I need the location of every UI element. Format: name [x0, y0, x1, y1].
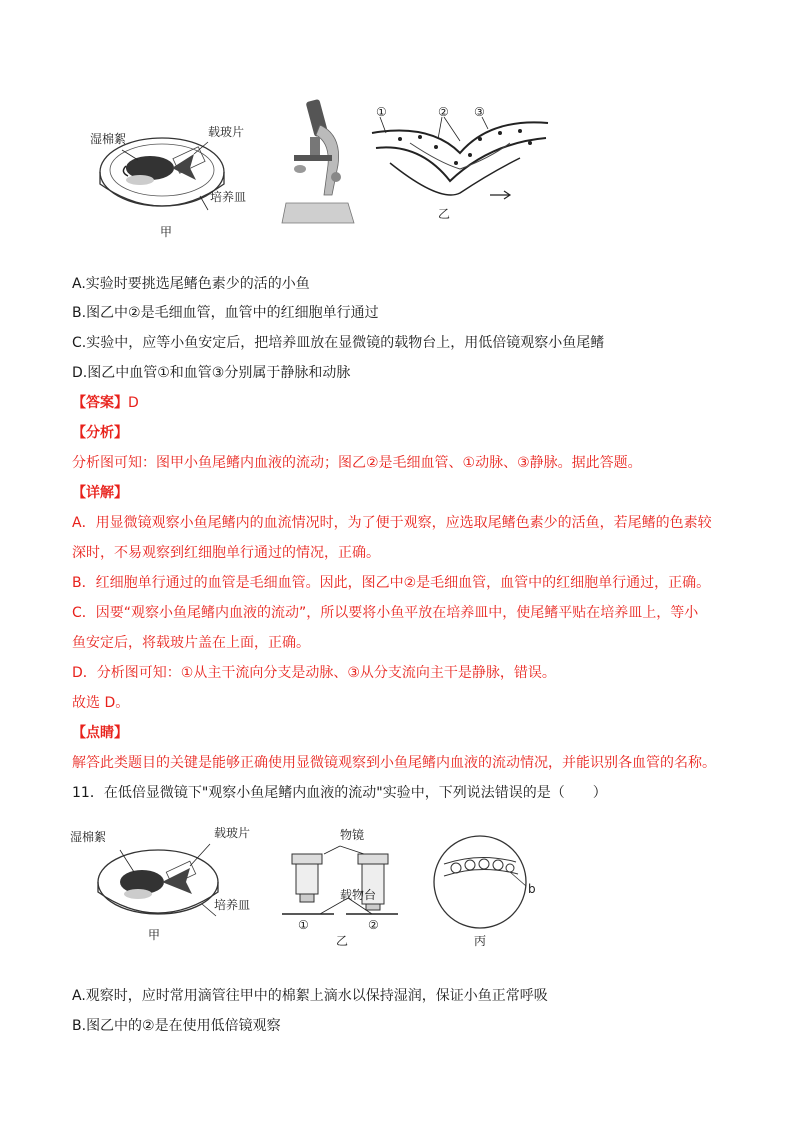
answer-value: D: [128, 395, 139, 411]
q10-option-b: [72, 303, 379, 323]
detail-line-3: B．红细胞单行通过的血管是毛细血管。因此，图乙中②是毛细血管，血管中的红细胞单行通过，正确。: [72, 575, 711, 591]
caption-jia: 甲: [160, 225, 173, 239]
microscope-image: [280, 95, 360, 230]
label-dish: 培养皿: [210, 190, 247, 204]
label-dish-2: 培养皿: [214, 898, 251, 912]
vessel-mark-3: ③: [474, 105, 485, 119]
caption-jia-2: 甲: [148, 928, 161, 942]
q11-option-a: [72, 986, 548, 1006]
q11-option-b: [72, 1016, 281, 1036]
detail-conclusion: 故选 D。: [72, 695, 130, 711]
q10-option-a: [72, 274, 310, 294]
blood-vessel-figure: [370, 103, 550, 213]
caption-bing: 丙: [474, 934, 487, 948]
field-of-view-figure: [430, 830, 540, 940]
label-cotton-2: 湿棉絮: [70, 830, 107, 844]
option-text: 图乙中②是毛细血管，血管中的红细胞单行通过: [86, 305, 379, 321]
option-letter: D.: [72, 365, 88, 381]
detail-line-2: 深时，不易观察到红细胞单行通过的情况，正确。: [72, 545, 380, 561]
label-slide: 载玻片: [208, 125, 245, 139]
detail-line-5: 鱼安定后，将载玻片盖在上面，正确。: [72, 635, 310, 651]
vessel-mark-2: ②: [438, 105, 449, 119]
option-letter: B.: [72, 305, 87, 321]
mark-1: ①: [298, 918, 309, 932]
label-slide-2: 载玻片: [214, 826, 251, 840]
option-text: 观察时，应时常用滴管往甲中的棉絮上滴水以保持湿润，保证小鱼正常呼吸: [85, 988, 548, 1004]
option-letter: A.: [72, 276, 86, 292]
detail-line-6: D．分析图可知：①从主干流向分支是动脉、③从分支流向主干是静脉，错误。: [72, 665, 556, 681]
figure-2: [70, 820, 550, 950]
q10-option-c: [72, 333, 604, 353]
analysis-label: 【分析】: [72, 425, 128, 441]
detail-label: 【详解】: [72, 485, 128, 501]
mark-b: b: [528, 882, 536, 896]
caption-yi-2: 乙: [336, 934, 349, 948]
option-letter: C.: [72, 335, 87, 351]
vessel-mark-1: ①: [376, 105, 387, 119]
caption-yi: 乙: [438, 207, 451, 221]
option-text: 实验中，应等小鱼安定后，把培养皿放在显微镜的载物台上，用低倍镜观察小鱼尾鳍: [86, 335, 605, 351]
comment-text: 解答此类题目的关键是能够正确使用显微镜观察到小鱼尾鳍内血液的流动情况，并能识别各血管的名称。: [72, 755, 716, 771]
label-stage: 载物台: [340, 888, 377, 902]
analysis-text: 分析图可知：图甲小鱼尾鳍内血液的流动；图乙②是毛细血管、①动脉、③静脉。据此答题。: [72, 455, 642, 471]
q11-stem: 11．在低倍显微镜下"观察小鱼尾鳍内血液的流动"实验中，下列说法错误的是（ ）: [72, 785, 607, 801]
answer-line: [72, 393, 139, 413]
option-letter: B.: [72, 1018, 87, 1034]
detail-line-4: C．因要“观察小鱼尾鳍内血液的流动”，所以要将小鱼平放在培养皿中，使尾鳍平贴在培养皿上，等小: [72, 605, 699, 621]
petri-dish-fish-figure-2: [90, 830, 230, 930]
mark-2: ②: [368, 918, 379, 932]
option-text: 图乙中的②是在使用低倍镜观察: [86, 1018, 281, 1034]
option-letter: A.: [72, 988, 86, 1004]
answer-label: 【答案】: [72, 395, 128, 411]
q10-option-d: [72, 363, 350, 383]
label-cotton: 湿棉絮: [90, 132, 127, 146]
option-text: 图乙中血管①和血管③分别属于静脉和动脉: [87, 365, 351, 381]
label-objective: 物镜: [340, 828, 365, 842]
comment-label: 【点睛】: [72, 725, 128, 741]
detail-line-1: A．用显微镜观察小鱼尾鳍内的血流情况时，为了便于观察，应选取尾鳍色素少的活鱼，若尾鳍的色素较: [72, 515, 712, 531]
figure-1: [90, 95, 550, 245]
option-text: 实验时要挑选尾鳍色素少的活的小鱼: [85, 276, 310, 292]
